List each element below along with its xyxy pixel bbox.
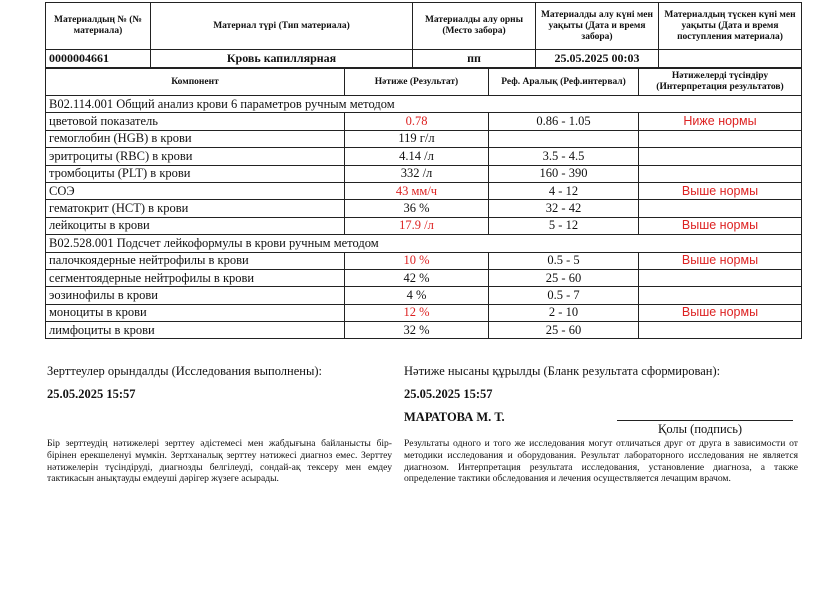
disclaimer-ru: Результаты одного и того же исследования могут отличаться друг от друга в зависимости от методики исследования и оборудования. Результат лабораторного исследования не является диагнозом. Интерпретация результата исследования, установление диагноза, а также определение тактики обследования и лечения осуществляется лечащим врачом. (404, 438, 798, 485)
interpretation: Ниже нормы (639, 113, 802, 130)
component-name: тромбоциты (PLT) в крови (46, 165, 345, 182)
received-datetime (659, 50, 802, 68)
component-name: гемоглобин (HGB) в крови (46, 130, 345, 147)
component-name: цветовой показатель (46, 113, 345, 130)
interpretation: Выше нормы (639, 217, 802, 234)
collection-datetime: 25.05.2025 00:03 (536, 50, 659, 68)
interpretation: Выше нормы (639, 304, 802, 321)
material-number: 0000004661 (46, 50, 151, 68)
collection-place: пп (413, 50, 536, 68)
header-result: Нәтиже (Результат) (345, 69, 489, 96)
result-row (46, 269, 802, 286)
result-row (46, 322, 802, 339)
header-component: Компонент (46, 69, 345, 96)
ref-interval: 2 - 10 (489, 304, 639, 321)
result-row (46, 287, 802, 304)
result-value: 12 % (345, 304, 489, 321)
formed-date: 25.05.2025 15:57 (404, 387, 493, 401)
component-name: эозинофилы в крови (46, 287, 345, 304)
header-collection-place: Материалды алу орны (Место забора) (413, 3, 536, 50)
signature-line (617, 420, 793, 421)
signature-label: Қолы (подпись) (658, 422, 743, 436)
component-name: гематокрит (HCT) в крови (46, 200, 345, 217)
header-ref-interval: Реф. Аралық (Реф.интервал) (489, 69, 639, 96)
ref-interval: 160 - 390 (489, 165, 639, 182)
header-interpretation: Нәтижелерді түсіндіру (Интерпретация результатов) (639, 69, 802, 96)
interpretation (639, 148, 802, 165)
result-row (46, 165, 802, 182)
component-name: СОЭ (46, 182, 345, 199)
test-group-title: B02.114.001 Общий анализ крови 6 параметров ручным методом (46, 96, 802, 113)
ref-interval: 25 - 60 (489, 269, 639, 286)
result-value: 42 % (345, 269, 489, 286)
header-material-number: Материалдың № (№ материала) (46, 3, 151, 50)
ref-interval: 5 - 12 (489, 217, 639, 234)
performed-label: Зерттеулер орындалды (Исследования выполнены): (47, 364, 322, 378)
result-row (46, 217, 802, 234)
component-name: сегментоядерные нейтрофилы в крови (46, 269, 345, 286)
result-value: 332 /л (345, 165, 489, 182)
ref-interval: 0.86 - 1.05 (489, 113, 639, 130)
header-received-datetime: Материалдың түскен күні мен уақыты (Дата и время поступления материала) (659, 3, 802, 50)
interpretation (639, 269, 802, 286)
doctor-name: МАРАТОВА М. Т. (404, 410, 505, 424)
interpretation (639, 130, 802, 147)
result-value: 43 мм/ч (345, 182, 489, 199)
interpretation (639, 287, 802, 304)
ref-interval: 0.5 - 5 (489, 252, 639, 269)
component-name: лейкоциты в крови (46, 217, 345, 234)
header-collection-datetime: Материалды алу күні мен уақыты (Дата и время забора) (536, 3, 659, 50)
result-row (46, 200, 802, 217)
material-type: Кровь капиллярная (151, 50, 413, 68)
material-table (45, 2, 802, 68)
ref-interval: 4 - 12 (489, 182, 639, 199)
result-row (46, 252, 802, 269)
result-value: 4.14 /л (345, 148, 489, 165)
result-value: 36 % (345, 200, 489, 217)
result-value: 119 г/л (345, 130, 489, 147)
interpretation: Выше нормы (639, 252, 802, 269)
component-name: палочкоядерные нейтрофилы в крови (46, 252, 345, 269)
result-value: 0.78 (345, 113, 489, 130)
test-group-title: B02.528.001 Подсчет лейкоформулы в крови ручным методом (46, 235, 802, 252)
result-value: 4 % (345, 287, 489, 304)
ref-interval: 25 - 60 (489, 322, 639, 339)
component-name: моноциты в крови (46, 304, 345, 321)
interpretation (639, 322, 802, 339)
header-material-type: Материал түрі (Тип материала) (151, 3, 413, 50)
component-name: лимфоциты в крови (46, 322, 345, 339)
result-sheet (45, 2, 801, 339)
ref-interval: 0.5 - 7 (489, 287, 639, 304)
component-name: эритроциты (RBC) в крови (46, 148, 345, 165)
result-value: 10 % (345, 252, 489, 269)
result-row (46, 148, 802, 165)
test-group-row (46, 235, 802, 252)
ref-interval: 3.5 - 4.5 (489, 148, 639, 165)
result-value: 17.9 /л (345, 217, 489, 234)
result-row (46, 304, 802, 321)
result-value: 32 % (345, 322, 489, 339)
interpretation: Выше нормы (639, 182, 802, 199)
test-group-row (46, 96, 802, 113)
disclaimer-kz: Бір зерттеудің нәтижелері зерттеу әдістемесі мен жабдығына байланысты бір-бірінен ерекшеленуі мүмкін. Зертханалық зерттеу нәтижесі диагноз емес. Зерттеу нәтижелерін түсіндіруді, диагнозды белгілеуді, сондай-ақ тексеру мен емдеу тактикасын анықтауды емдеуші дәрігер жүзеге асырады. (47, 438, 392, 485)
interpretation (639, 200, 802, 217)
result-row (46, 182, 802, 199)
interpretation (639, 165, 802, 182)
performed-date: 25.05.2025 15:57 (47, 387, 136, 401)
ref-interval (489, 130, 639, 147)
result-row (46, 113, 802, 130)
ref-interval: 32 - 42 (489, 200, 639, 217)
result-row (46, 130, 802, 147)
results-table (45, 68, 802, 339)
formed-label: Нәтиже нысаны құрылды (Бланк результата сформирован): (404, 364, 721, 378)
